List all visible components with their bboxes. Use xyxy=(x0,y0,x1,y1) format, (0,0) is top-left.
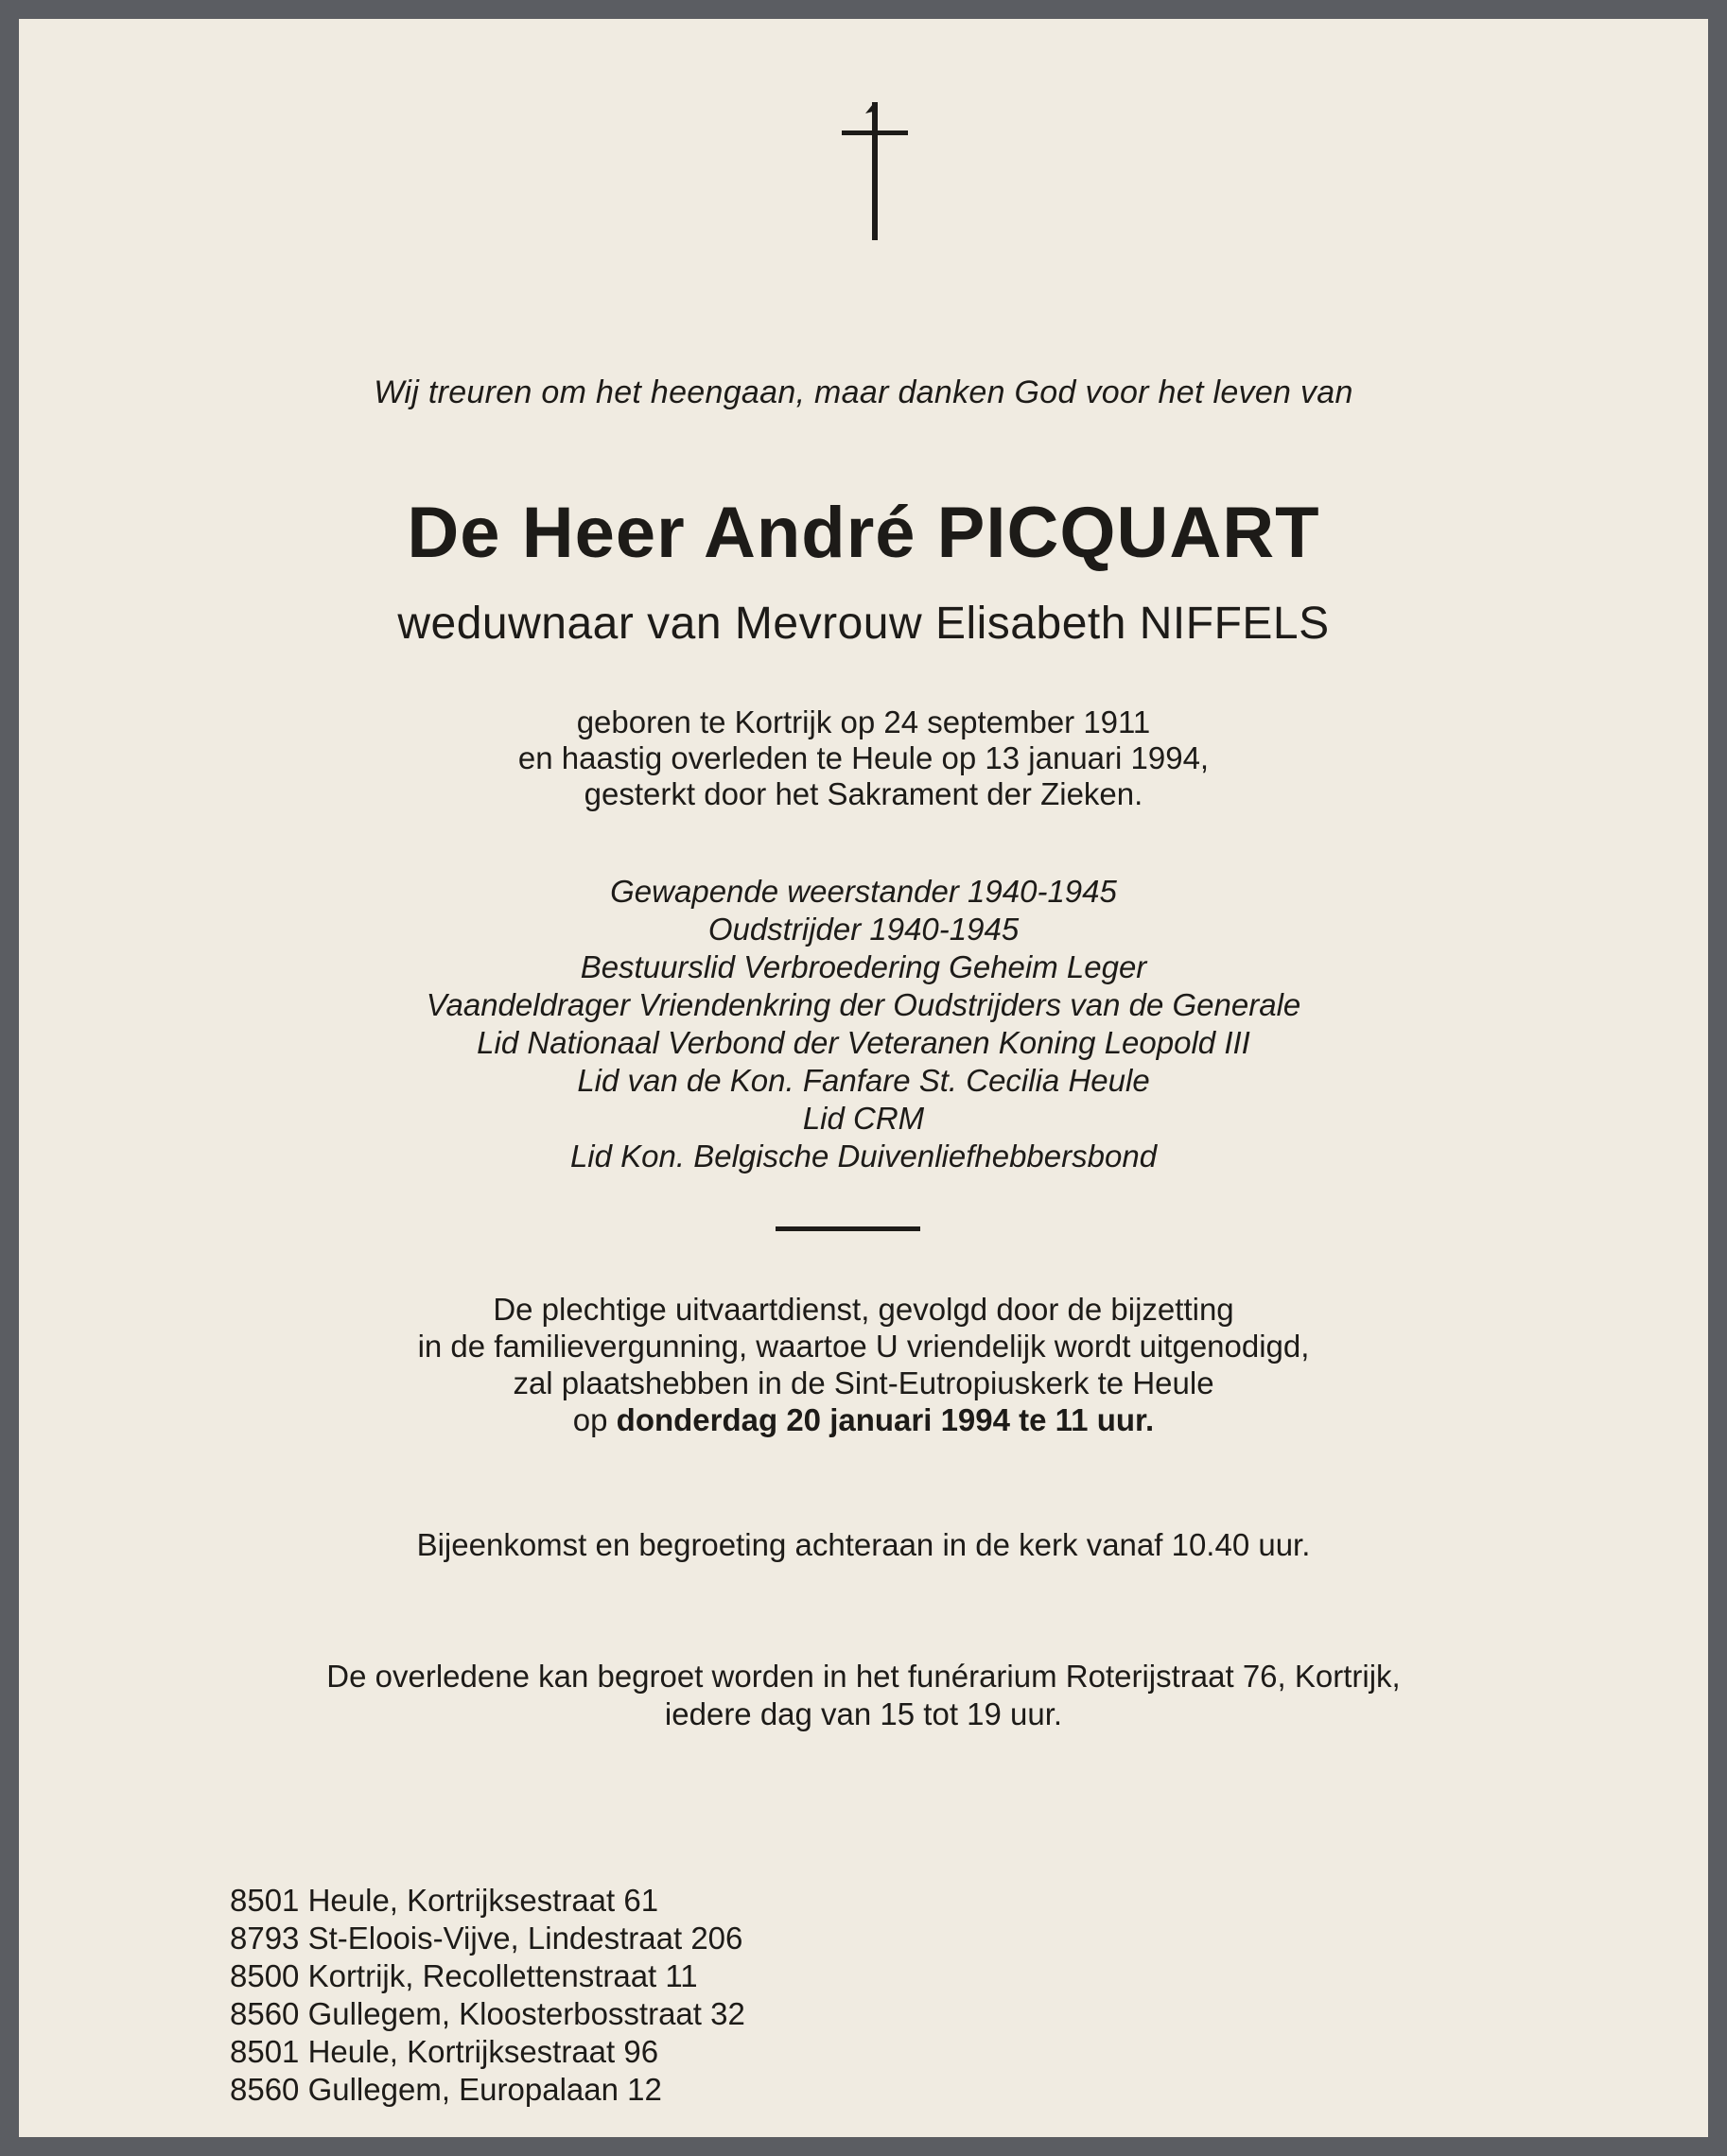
gathering-info: Bijeenkomst en begroeting achteraan in de kerk vanaf 10.40 uur. xyxy=(416,1527,1311,1562)
address-item: 8560 Gullegem, Europalaan 12 xyxy=(230,2072,662,2107)
sacrament-line: gesterkt door het Sakrament der Zieken. xyxy=(584,776,1143,811)
service-date-prefix: op xyxy=(572,1402,608,1437)
role-item: Bestuurslid Verbroedering Geheim Leger xyxy=(580,949,1147,984)
role-item: Lid Kon. Belgische Duivenliefhebbersbond xyxy=(569,1139,1158,1174)
address-item: 8793 St-Eloois-Vijve, Lindestraat 206 xyxy=(230,1921,743,1956)
widower-line: weduwnaar van Mevrouw Elisabeth NIFFELS xyxy=(397,599,1330,649)
viewing-info xyxy=(19,1658,1708,1733)
address-item: 8500 Kortrijk, Recollettenstraat 11 xyxy=(230,1958,698,1993)
death-line: en haastig overleden te Heule op 13 januari 1994, xyxy=(517,740,1210,775)
role-item: Lid Nationaal Verbond der Veteranen Koning Leopold III xyxy=(477,1025,1250,1060)
role-item: Gewapende weerstander 1940-1945 xyxy=(610,874,1117,909)
role-item: Lid van de Kon. Fanfare St. Cecilia Heule xyxy=(577,1063,1150,1098)
service-line: in de familievergunning, waartoe U vriendelijk wordt uitgenodigd, xyxy=(417,1329,1310,1364)
cross-icon xyxy=(842,102,908,240)
roles-list xyxy=(19,873,1708,1175)
service-date-line xyxy=(19,1401,1708,1438)
role-item: Oudstrijder 1940-1945 xyxy=(707,912,1020,947)
memorial-card xyxy=(19,19,1708,2137)
life-details xyxy=(19,704,1708,812)
viewing-line: De overledene kan begroet worden in het funérarium Roterijstraat 76, Kortrijk, xyxy=(326,1659,1401,1694)
deceased-name: De Heer André PICQUART xyxy=(407,493,1320,573)
section-divider xyxy=(776,1226,920,1231)
address-item: 8560 Gullegem, Kloosterbosstraat 32 xyxy=(230,1996,745,2031)
service-line: De plechtige uitvaartdienst, gevolgd door de bijzetting xyxy=(493,1292,1234,1327)
viewing-line: iedere dag van 15 tot 19 uur. xyxy=(664,1696,1063,1731)
address-list xyxy=(230,1882,745,2109)
role-item: Lid CRM xyxy=(802,1101,925,1136)
birth-line: geboren te Kortrijk op 24 september 1911 xyxy=(576,704,1151,739)
service-line: zal plaatshebben in de Sint-Eutropiuskerk te Heule xyxy=(513,1365,1214,1400)
address-item: 8501 Heule, Kortrijksestraat 96 xyxy=(230,2034,659,2069)
funeral-service xyxy=(19,1291,1708,1438)
role-item: Vaandeldrager Vriendenkring der Oudstrijders van de Generale xyxy=(426,987,1301,1022)
intro-text: Wij treuren om het heengaan, maar danken God voor het leven van xyxy=(374,374,1353,410)
service-date: donderdag 20 januari 1994 te 11 uur. xyxy=(616,1402,1155,1437)
address-item: 8501 Heule, Kortrijksestraat 61 xyxy=(230,1883,659,1918)
